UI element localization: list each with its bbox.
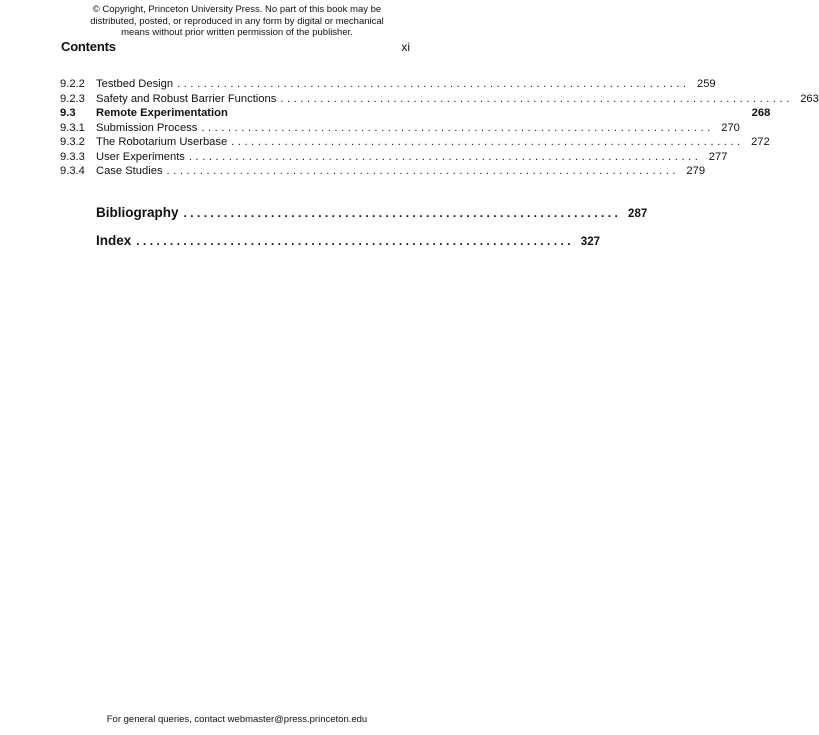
toc-entry-number: 9.3.3 (60, 150, 85, 163)
index-entry[interactable] (96, 233, 600, 261)
toc-entry[interactable] (60, 78, 716, 93)
dot-leader: ............................................................................. (231, 136, 744, 148)
footer-contact: For general queries, contact webmaster@press.princeton.edu (106, 714, 368, 725)
toc-entry-number: 9.2.3 (60, 92, 85, 105)
back-matter-title: Bibliography (96, 205, 179, 220)
toc-entry-title: The Robotarium Userbase (96, 136, 228, 148)
dot-leader: ................................................................. (183, 206, 622, 220)
toc-entry-number: 9.3.1 (60, 121, 85, 134)
toc-entry-page: 277 (708, 150, 728, 163)
toc-entry-number: 9.3 (60, 107, 76, 119)
toc-entry[interactable] (60, 92, 819, 108)
toc-entry-title: Safety and Robust Barrier Functions (96, 92, 277, 105)
dot-leader: ............................................................................. (280, 92, 793, 105)
toc-entry-page: 272 (751, 136, 770, 148)
toc-entry-number: 9.3.2 (60, 136, 85, 148)
dot-leader: ............................................................................. (201, 121, 714, 134)
toc-entry-title: User Experiments (96, 150, 185, 163)
back-matter-page: 287 (628, 208, 648, 220)
toc-entry[interactable] (60, 165, 706, 180)
toc-entry[interactable] (60, 121, 740, 137)
copyright-line: © Copyright, Princeton University Press. No part of this book may be (92, 4, 382, 15)
dot-leader: ............................................................................. (188, 150, 702, 163)
back-matter-title: Index (96, 233, 132, 248)
table-of-contents (60, 78, 819, 180)
back-matter-page: 327 (580, 236, 600, 248)
toc-entry-title: Case Studies (96, 165, 163, 177)
toc-entry[interactable] (60, 136, 770, 151)
copyright-notice (0, 4, 474, 39)
toc-entry-title: Testbed Design (96, 78, 174, 90)
bibliography-entry[interactable] (96, 205, 648, 233)
toc-entry-number: 9.3.4 (60, 165, 85, 177)
running-head: Contents (61, 39, 116, 54)
toc-entry-number: 9.2.2 (60, 78, 85, 90)
toc-entry-page: 270 (721, 121, 740, 134)
dot-leader: ................................................................. (136, 234, 574, 248)
toc-entry-title: Submission Process (96, 121, 198, 134)
toc-entry-page: 279 (686, 165, 706, 177)
toc-entry-page: 268 (751, 107, 771, 119)
toc-entry-page: 259 (696, 78, 716, 90)
toc-entry-page: 263 (800, 92, 819, 105)
toc-section-entry[interactable] (60, 107, 771, 122)
page-header (61, 39, 410, 53)
toc-entry[interactable] (60, 150, 728, 166)
back-matter-list (96, 205, 648, 261)
dot-leader: ............................................................................. (177, 78, 690, 90)
page-number: xi (401, 40, 410, 54)
copyright-line: means without prior written permission of the publisher. (121, 27, 353, 38)
dot-leader: ............................................................................. (166, 165, 680, 177)
toc-entry-title: Remote Experimentation (96, 107, 228, 119)
copyright-line: distributed, posted, or reproduced in any form by digital or mechanical (90, 15, 384, 27)
